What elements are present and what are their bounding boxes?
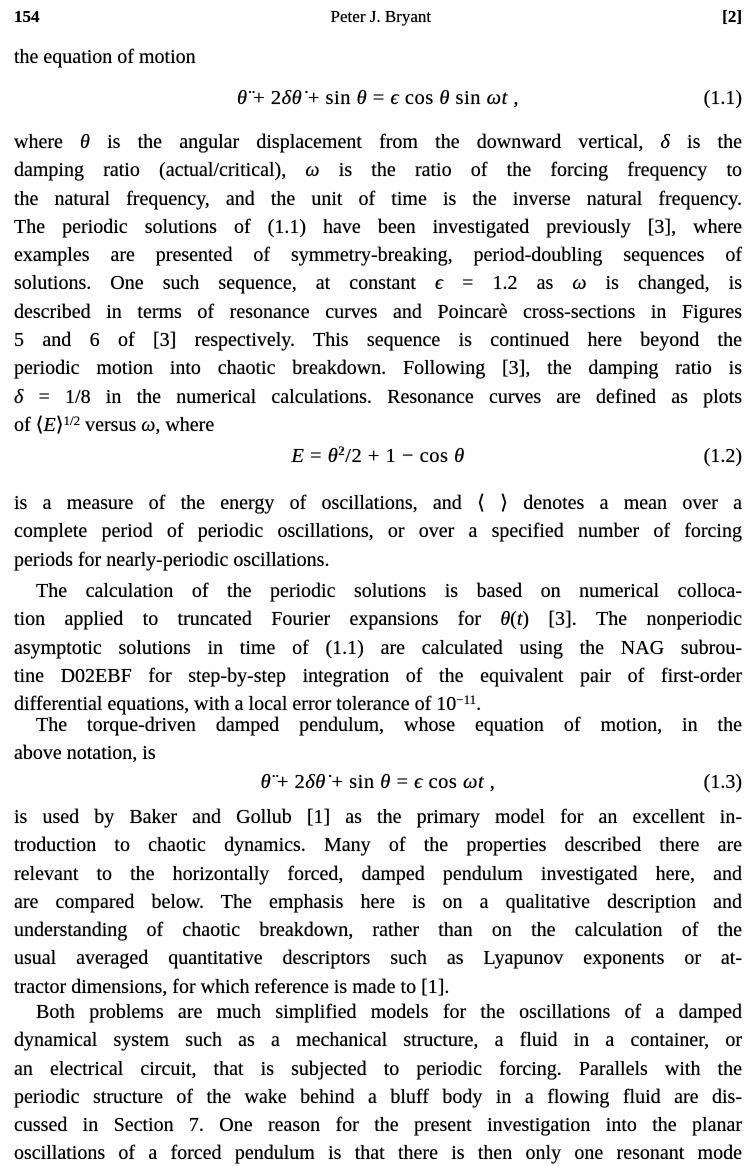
equation-1-3-row <box>14 766 742 798</box>
equation-1-3-number: (1.3) <box>703 771 742 793</box>
paragraph-where <box>14 128 742 439</box>
equation-1-1-row <box>14 82 742 114</box>
body-line: described in terms of resonance curves and Poincarè cross-sections in Figures <box>14 300 742 323</box>
body-line: complete period of periodic oscillations, or over a specified number of forcing <box>14 520 742 543</box>
paragraph-torque <box>14 711 742 768</box>
body-line: is a measure of the energy of oscillations, and ⟨ ⟩ denotes a mean over a <box>14 492 742 514</box>
body-line: relevant to the horizontally forced, damped pendulum investigated here, and <box>14 862 742 885</box>
equation-1-1: θ̈ + 2δθ̇ + sin θ = ϵ cos θ sin ωt , <box>236 87 520 109</box>
opening-line-block <box>14 43 742 71</box>
body-line: an electrical circuit, that is subjected to periodic forcing. Parallels with the <box>14 1057 742 1080</box>
body-line: the natural frequency, and the unit of time is the inverse natural frequency. <box>14 187 742 210</box>
body-line: The torque-driven damped pendulum, whose equation of motion, in the <box>36 714 742 736</box>
body-line: troduction to chaotic dynamics. Many of the properties described there are <box>14 834 742 857</box>
body-line: usual averaged quantitative descriptors such as Lyapunov exponents or at- <box>14 947 742 970</box>
body-line: The periodic solutions of (1.1) have been investigated previously [3], where <box>14 215 742 238</box>
equation-1-3: θ̈ + 2δθ̇ + sin θ = ϵ cos ωt , <box>260 771 496 793</box>
body-line: understanding of chaotic breakdown, rather than on the calculation of the <box>14 919 742 942</box>
page-number: 154 <box>14 7 40 26</box>
paragraph-both <box>14 998 742 1166</box>
body-line: periods for nearly-periodic oscillations. <box>14 548 330 571</box>
equation-1-2-row <box>14 440 742 472</box>
body-line: Both problems are much simplified models for the oscillations of a damped <box>36 1001 742 1023</box>
body-line: oscillations of a forced pendulum is that there is then only one resonant mode <box>14 1142 742 1165</box>
body-line: above notation, is <box>14 742 156 765</box>
body-line: asymptotic solutions in time of (1.1) are calculated using the NAG subrou- <box>14 636 742 659</box>
page-column-marker: [2] <box>722 7 742 26</box>
paragraph-measure <box>14 489 742 574</box>
body-line: differential equations, with a local error tolerance of $10^{-11}$. <box>14 692 482 716</box>
equation-1-2: E = θ̇$^2$/2 + 1 − cos θ <box>291 443 465 467</box>
equation-1-2-number: (1.2) <box>703 445 742 467</box>
body-line: the equation of motion <box>14 46 196 68</box>
body-line: damping ratio (actual/critical), ω is the ratio of the forcing frequency to <box>14 159 743 182</box>
body-line: periodic motion into chaotic breakdown. Following [3], the damping ratio is <box>14 357 742 380</box>
body-line: where θ is the angular displacement from the downward vertical, δ is the <box>14 131 742 153</box>
body-line: dynamical system such as a mechanical structure, a fluid in a container, or <box>14 1029 742 1052</box>
body-line: tractor dimensions, for which reference is made to [1]. <box>14 975 450 998</box>
body-line: are compared below. The emphasis here is on a qualitative description and <box>14 890 742 913</box>
body-line: 5 and 6 of [3] respectively. This sequence is continued here beyond the <box>14 329 742 352</box>
paragraph-calculation <box>14 577 742 718</box>
running-head-author: Peter J. Bryant <box>330 7 432 26</box>
body-line: is used by Baker and Gollub [1] as the primary model for an excellent in- <box>14 806 742 828</box>
running-head <box>14 7 742 27</box>
body-line: The calculation of the periodic solutions is based on numerical colloca- <box>36 580 742 602</box>
body-line: solutions. One such sequence, at constant ϵ = 1.2 as ω is changed, is <box>14 272 742 295</box>
paragraph-baker <box>14 803 742 1001</box>
body-line: cussed in Section 7. One reason for the present investigation into the planar <box>14 1114 742 1137</box>
equation-1-1-number: (1.1) <box>703 87 742 109</box>
body-line: δ = 1/8 in the numerical calculations. Resonance curves are defined as plots <box>14 385 742 408</box>
body-line: tine D02EBF for step-by-step integration of the equivalent pair of first-order <box>14 664 742 687</box>
body-line: examples are presented of symmetry-breaking, period-doubling sequences of <box>14 244 742 267</box>
body-line: tion applied to truncated Fourier expansions for θ(t) [3]. The nonperiodic <box>14 608 743 631</box>
body-line: of ⟨E⟩$^{1/2}$ versus ω, where <box>14 412 215 436</box>
body-line: periodic structure of the wake behind a bluff body in a flowing fluid are dis- <box>14 1085 742 1108</box>
